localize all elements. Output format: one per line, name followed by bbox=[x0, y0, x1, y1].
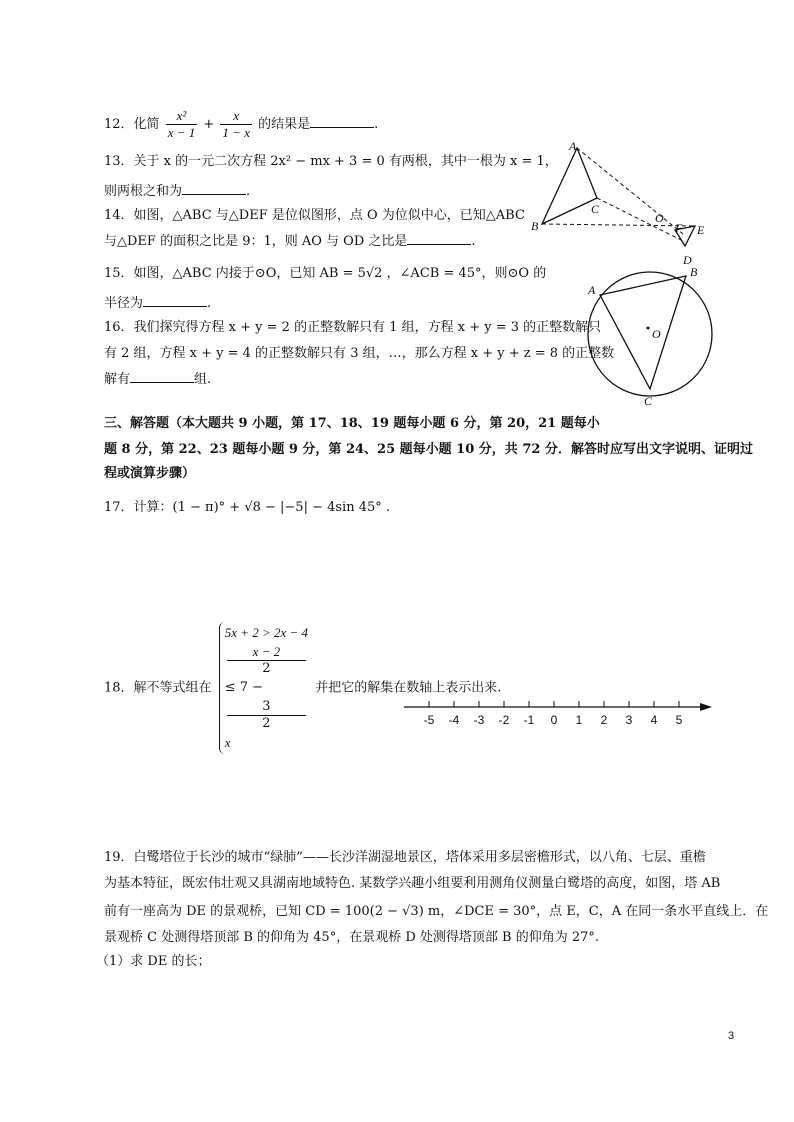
label-o: O bbox=[655, 211, 664, 225]
q12-fraction-1: $\frac{\text{x²}}{x - 1}$ bbox=[167, 108, 196, 140]
label-b: B bbox=[531, 219, 539, 233]
inequality-2: x − 2 2 ≤ 7 − 3 2 x bbox=[225, 644, 308, 754]
axis-arrow bbox=[700, 703, 712, 711]
tick-label: 3 bbox=[625, 713, 633, 727]
question-12: 12．化简 $\frac{\text{x²}}{x - 1}$ + $\frac{x}{1 - x}$ 的结果是 . bbox=[104, 108, 379, 140]
inscribed-triangle bbox=[600, 276, 686, 389]
label-a: A bbox=[588, 283, 596, 297]
section-3-header-line3: 程或演算步骤） bbox=[104, 466, 196, 481]
question-15-line2: 半径为 . bbox=[104, 296, 212, 311]
q12-label: 12．化简 bbox=[104, 117, 160, 132]
question-15-line1: 15．如图，△ABC 内接于⊙O，已知 AB = 5√2 ，∠ACB = 45°，则⊙O 的 bbox=[104, 266, 547, 281]
answer-blank bbox=[310, 115, 374, 128]
tick-label: -3 bbox=[473, 713, 485, 727]
inequality-system bbox=[219, 622, 308, 754]
label-o: O bbox=[652, 327, 661, 341]
q12-tail: 的结果是 bbox=[258, 117, 311, 132]
question-14-line2: 与△DEF 的面积之比是 9：1，则 AO 与 OD 之比是 . bbox=[104, 234, 476, 249]
label-d: D bbox=[683, 253, 692, 267]
tick-label: 5 bbox=[675, 713, 683, 727]
triangle-abc bbox=[542, 148, 597, 224]
q18-prefix: 18．解不等式组在 bbox=[104, 680, 212, 696]
label-f: F bbox=[675, 221, 683, 235]
question-13-line1: 13．关于 x 的一元二次方程 2x² − mx + 3 = 0 有两根，其中一根为 x = 1， bbox=[104, 154, 558, 169]
question-19-line4: 景观桥 C 处测得塔顶部 B 的仰角为 45°，在景观桥 D 处测得塔顶部 B 的仰角为 27°. bbox=[104, 930, 600, 945]
tick-label: -5 bbox=[423, 713, 435, 727]
answer-blank bbox=[407, 232, 471, 245]
center-point bbox=[647, 327, 650, 330]
dashed-line-c bbox=[597, 198, 685, 242]
question-16-line3: 解有 组. bbox=[104, 372, 212, 387]
question-17: 17．计算：(1 − π)° + √8 − |−5| − 4sin 45° . bbox=[104, 500, 391, 515]
tick-label: 1 bbox=[575, 713, 583, 727]
circle-o bbox=[588, 272, 712, 396]
label-c: C bbox=[591, 202, 600, 216]
dashed-line-a bbox=[577, 148, 683, 234]
question-19-line3: 前有一座高为 DE 的景观桥，已知 CD = 100(2 − √3) m，∠DCE = 30°，点 E，C，A 在同一条水平直线上．在 bbox=[104, 904, 769, 919]
label-b: B bbox=[690, 265, 698, 279]
question-18 bbox=[104, 622, 501, 754]
answer-blank bbox=[130, 370, 194, 383]
label-a: A bbox=[569, 139, 577, 153]
tick-label: -2 bbox=[498, 713, 510, 727]
question-19-line1: 19．白鹭塔位于长沙的城市“绿肺”——长沙洋湖湿地景区，塔体采用多层密檐形式，以八角、七层、重檐 bbox=[104, 850, 706, 865]
number-line bbox=[400, 696, 720, 732]
question-16-line2: 有 2 组，方程 x + y = 4 的正整数解只有 3 组，…，那么方程 x + y + z = 8 的正整数 bbox=[104, 346, 615, 361]
page-number: 3 bbox=[728, 1030, 735, 1042]
inequality-1: 5x + 2 > 2x − 4 bbox=[224, 625, 309, 640]
figure-14-homothety bbox=[525, 138, 715, 268]
question-13-line2: 则两根之和为 . bbox=[104, 184, 251, 199]
tick-label: 4 bbox=[650, 713, 658, 727]
section-3-header-line1: 三、解答题（本大题共 9 小题，第 17、18、19 题每小题 6 分，第 20，21 题每小 bbox=[104, 416, 600, 431]
q18-suffix: 并把它的解集在数轴上表示出来. bbox=[315, 680, 502, 696]
question-19-sub1: （1）求 DE 的长； bbox=[96, 954, 211, 969]
q12-plus: + bbox=[203, 117, 215, 132]
section-3-header-line2: 题 8 分，第 22、23 题每小题 9 分，第 24、25 题每小题 10 分，共 72 分．解答时应写出文字说明、证明过 bbox=[104, 442, 753, 457]
tick-label: 0 bbox=[550, 713, 558, 727]
answer-blank bbox=[182, 182, 246, 195]
q12-fraction-2: $\frac{x}{1 - x}$ bbox=[222, 108, 250, 140]
question-16-line1: 16．我们探究得方程 x + y = 2 的正整数解只有 1 组，方程 x + y = 3 的正整数解只 bbox=[104, 320, 602, 335]
answer-blank bbox=[143, 294, 207, 307]
label-e: E bbox=[697, 223, 705, 237]
question-19-line2: 为基本特征，既宏伟壮观又具湖南地域特色. 某数学兴趣小组要利用测角仪测量白鹭塔的高度，如图，塔 AB bbox=[104, 876, 721, 891]
tick-label: -4 bbox=[448, 713, 460, 727]
tick-label: -1 bbox=[523, 713, 535, 727]
question-14-line1: 14．如图，△ABC 与△DEF 是位似图形，点 O 为位似中心，已知△ABC bbox=[104, 208, 525, 223]
tick-label: 2 bbox=[600, 713, 608, 727]
label-c: C bbox=[644, 394, 653, 408]
